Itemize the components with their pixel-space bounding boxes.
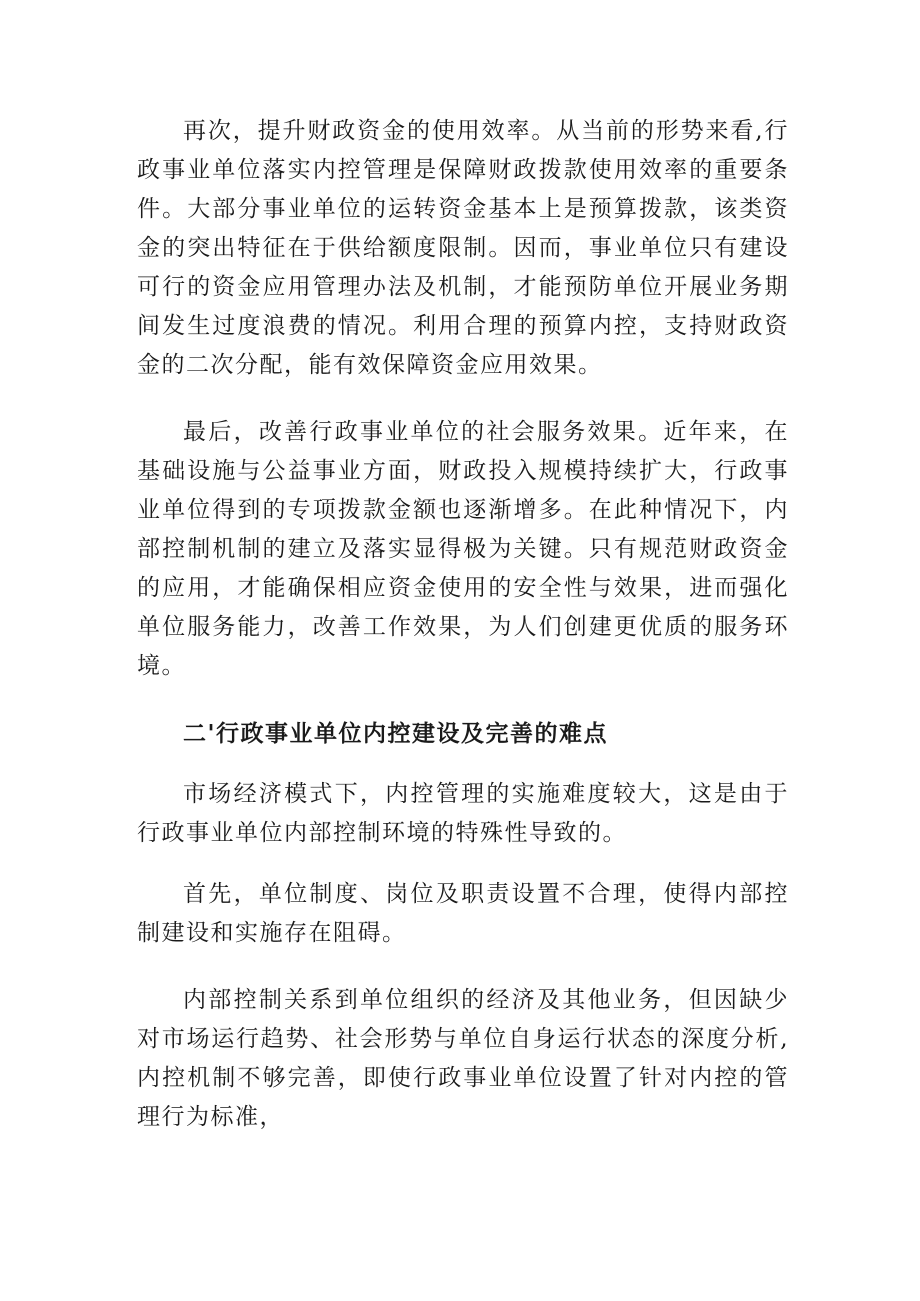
paragraph-service: 最后，改善行政事业单位的社会服务效果。近年来，在基础设施与公益事业方面，财政投入规模持续扩大，行政事业单位得到的专项拨款金额也逐渐增多。在此种情况下，内部控制机制的建立及落实显得极为关键。只有规范财政资金的应用，才能确保相应资金使用的安全性与效果，进而强化单位服务能力，改善工作效果，为人们创建更优质的服务环境。 <box>137 419 789 679</box>
paragraph-efficiency: 再次，提升财政资金的使用效率。从当前的形势来看,行政事业单位落实内控管理是保障财政拨款使用效率的重要条件。大部分事业单位的运转资金基本上是预算拨款，该类资金的突出特征在于供给额度限制。因而，事业单位只有建设可行的资金应用管理办法及机制，才能预防单位开展业务期间发生过度浪费的情况。利用合理的预算内控，支持财政资金的二次分配，能有效保障资金应用效果。 <box>137 118 789 378</box>
paragraph-internal-control: 内部控制关系到单位组织的经济及其他业务，但因缺少对市场运行趋势、社会形势与单位自身运行状态的深度分析,内控机制不够完善，即使行政事业单位设置了针对内控的管理行为标准， <box>137 987 789 1130</box>
paragraph-gap <box>137 385 789 413</box>
document-page <box>137 112 789 1137</box>
paragraph-gap <box>137 853 789 875</box>
section-heading: 二'行政事业单位内控建设及完善的难点 <box>183 720 609 747</box>
paragraph-gap <box>137 686 789 714</box>
paragraph-gap <box>137 753 789 775</box>
paragraph-gap <box>137 953 789 981</box>
paragraph-difficulty: 市场经济模式下，内控管理的实施难度较大，这是由于行政事业单位内部控制环境的特殊性导致的。 <box>137 781 789 846</box>
paragraph-first: 首先，单位制度、岗位及职责设置不合理，使得内部控制建设和实施存在阻碍。 <box>137 881 789 946</box>
